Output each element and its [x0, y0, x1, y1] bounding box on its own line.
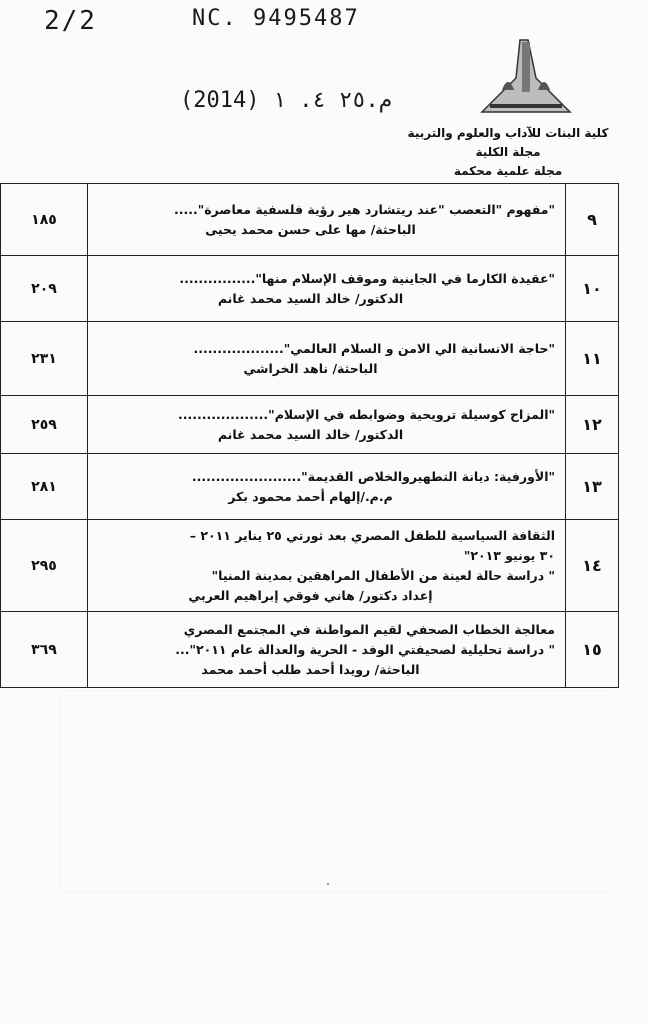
article-title-line: "المزاح كوسيلة ترويحية وضوابطه في الإسلام"...................: [177, 406, 555, 422]
article-title-line: "مفهوم "التعصب "عند ريتشارد هير رؤية فلسفية معاصرة".....: [174, 201, 555, 217]
table-row: [1, 520, 619, 612]
bleed-through-area: [60, 690, 614, 892]
article-entry: [88, 454, 566, 520]
journal-type: مجلة علمية محكمة: [453, 164, 563, 178]
page-number: ٢٠٩: [1, 256, 88, 322]
table-row: [1, 454, 619, 520]
row-number: ١٣: [566, 454, 619, 520]
article-author: الباحثة/ رويدا أحمد طلب أحمد محمد: [201, 661, 420, 677]
article-entry: [88, 256, 566, 322]
row-number: ١٠: [566, 256, 619, 322]
article-author: الباحثة/ ناهد الخراشي: [243, 360, 378, 376]
article-title-line: "حاجة الانسانية الي الامن و السلام العالمي"...................: [193, 340, 555, 356]
article-entry: [88, 184, 566, 256]
faculty-header: [398, 124, 618, 181]
table-row: [1, 396, 619, 454]
row-number: ١٢: [566, 396, 619, 454]
row-number: ١٥: [566, 612, 619, 688]
article-title-line: معالجة الخطاب الصحفي لقيم المواطنة في المجتمع المصري: [183, 621, 555, 637]
article-author: الباحثة/ مها على حسن محمد يحيى: [205, 221, 416, 237]
contents-table: [0, 183, 619, 688]
page-number: ١٨٥: [1, 184, 88, 256]
article-title-line: "الأورفية: ديانة التطهيروالخلاص القديمة".......................: [191, 468, 555, 484]
row-number: ١١: [566, 322, 619, 396]
table-row: [1, 184, 619, 256]
row-number: ٩: [566, 184, 619, 256]
table-row: [1, 256, 619, 322]
article-author: إعداد دكتور/ هاني فوقي إبراهيم العربي: [188, 587, 433, 603]
page-number: ٢٩٥: [1, 520, 88, 612]
page-number: ٢٣١: [1, 322, 88, 396]
article-entry: [88, 612, 566, 688]
article-entry: [88, 520, 566, 612]
handwritten-nc-number: NC. 9495487: [192, 6, 360, 31]
table-row: [1, 322, 619, 396]
article-author: الدكتور/ خالد السيد محمد غانم: [217, 290, 404, 306]
row-number: ١٤: [566, 520, 619, 612]
faculty-name: كلية البنات للآداب والعلوم والتربية: [407, 126, 609, 140]
article-author: م.م./إلهام أحمد محمود بكر: [228, 488, 393, 504]
speck: [327, 883, 329, 885]
article-author: الدكتور/ خالد السيد محمد غانم: [217, 426, 404, 442]
article-entry: [88, 322, 566, 396]
handwritten-code: م.٢٥ ٤. ١ (2014): [180, 88, 392, 113]
article-entry: [88, 396, 566, 454]
table-row: [1, 612, 619, 688]
article-title-line: " دراسة تحليلية لصحيفتي الوفد - الحرية والعدالة عام ٢٠١١"...: [175, 641, 555, 657]
article-title-line: ٣٠ يونيو ٢٠١٣": [463, 547, 555, 563]
handwritten-page-marker: 2/2: [44, 6, 97, 36]
page-number: ٢٨١: [1, 454, 88, 520]
article-title-line: الثقافة السياسية للطفل المصري بعد ثورتي ٢٥ يناير ٢٠١١ –: [189, 527, 555, 543]
page-number: ٢٥٩: [1, 396, 88, 454]
university-logo-icon: [478, 34, 574, 118]
journal-name: مجلة الكلية: [475, 145, 541, 159]
page-number: ٣٦٩: [1, 612, 88, 688]
article-title-line: " دراسة حالة لعينة من الأطفال المراهقين بمدينة المنيا": [211, 567, 555, 583]
article-title-line: "عقيدة الكارما في الجاينية وموقف الإسلام منها"................: [179, 270, 555, 286]
